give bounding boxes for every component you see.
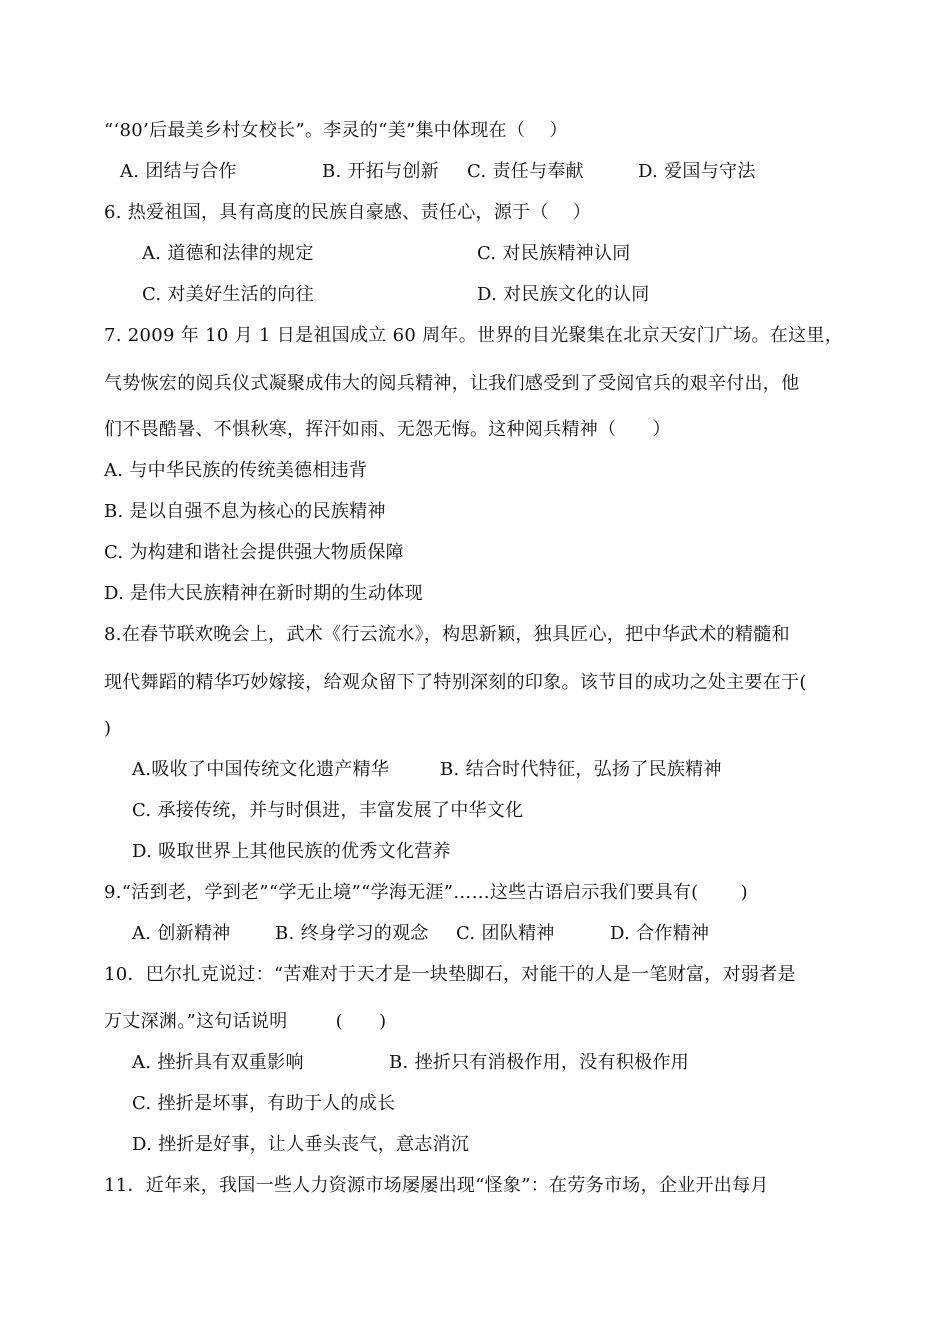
q5-option-a: A. 团结与合作 — [120, 161, 237, 182]
q7-option-b: B. 是以自强不息为核心的民族精神 — [104, 501, 386, 522]
q5-option-b: B. 开拓与创新 — [322, 161, 440, 182]
q7-stem-line-2: 气势恢宏的阅兵仪式凝聚成伟大的阅兵精神，让我们感受到了受阅官兵的艰辛付出，他 — [104, 373, 800, 394]
q10-option-a: A. 挫折具有双重影响 — [132, 1052, 304, 1073]
q10-option-c: C. 挫折是坏事，有助于人的成长 — [132, 1093, 396, 1114]
q8-option-c: C. 承接传统，并与时俱进，丰富发展了中华文化 — [132, 800, 524, 821]
q8-stem-line-2: 现代舞蹈的精华巧妙嫁接，给观众留下了特别深刻的印象。该节目的成功之处主要在于( — [104, 672, 807, 693]
q10-stem-line-1: 10．巴尔扎克说过：“苦难对于天才是一块垫脚石，对能干的人是一笔财富，对弱者是 — [104, 964, 796, 985]
q11-stem-line-1: 11．近年来，我国一些人力资源市场屡屡出现“怪象”：在劳务市场，企业开出每月 — [104, 1175, 769, 1196]
q6-option-c-first: C. 对民族精神认同 — [477, 243, 631, 264]
q6-option-c-second: C. 对美好生活的向往 — [142, 284, 314, 305]
q5-stem-tail: “‘80’后最美乡村女校长”。李灵的“美”集中体现在（ ） — [104, 120, 568, 141]
q9-option-b: B. 终身学习的观念 — [275, 923, 429, 944]
q6-option-d: D. 对民族文化的认同 — [477, 284, 650, 305]
q10-option-d: D. 挫折是好事，让人垂头丧气，意志消沉 — [132, 1134, 470, 1155]
q5-option-d: D. 爱国与守法 — [638, 161, 756, 182]
q7-option-d: D. 是伟大民族精神在新时期的生动体现 — [104, 583, 423, 604]
q9-option-a: A. 创新精神 — [132, 923, 231, 944]
q6-stem: 6. 热爱祖国，具有高度的民族自豪感、责任心，源于（ ） — [104, 202, 592, 223]
q7-stem-line-1: 7. 2009 年 10 月 1 日是祖国成立 60 周年。世界的目光聚集在北京天安门广场。在这里， — [104, 325, 844, 346]
q10-option-b: B. 挫折只有消极作用，没有积极作用 — [389, 1052, 690, 1073]
q10-stem-line-2: 万丈深渊。”这句话说明 ( ) — [104, 1011, 387, 1032]
q8-option-b: B. 结合时代特征，弘扬了民族精神 — [440, 759, 722, 780]
q6-option-a: A. 道德和法律的规定 — [142, 243, 314, 264]
q9-option-d: D. 合作精神 — [610, 923, 710, 944]
q8-stem-line-1: 8.在春节联欢晚会上，武术《行云流水》，构思新颖，独具匠心，把中华武术的精髓和 — [104, 624, 790, 645]
q7-option-c: C. 为构建和谐社会提供强大物质保障 — [104, 542, 404, 563]
q8-stem-line-3: ) — [104, 718, 112, 739]
q8-option-a: A.吸收了中国传统文化遗产精华 — [132, 759, 390, 780]
q7-stem-line-3: 们不畏酷暑、不惧秋寒，挥汗如雨、无怨无悔。这种阅兵精神（ ） — [104, 419, 671, 440]
q9-option-c: C. 团队精神 — [456, 923, 555, 944]
q5-option-c: C. 责任与奉献 — [467, 161, 584, 182]
q9-stem: 9.“活到老，学到老”“学无止境”“学海无涯”……这些古语启示我们要具有( ) — [104, 882, 748, 903]
q8-option-d: D. 吸取世界上其他民族的优秀文化营养 — [132, 841, 451, 862]
q7-option-a: A. 与中华民族的传统美德相违背 — [104, 460, 368, 481]
